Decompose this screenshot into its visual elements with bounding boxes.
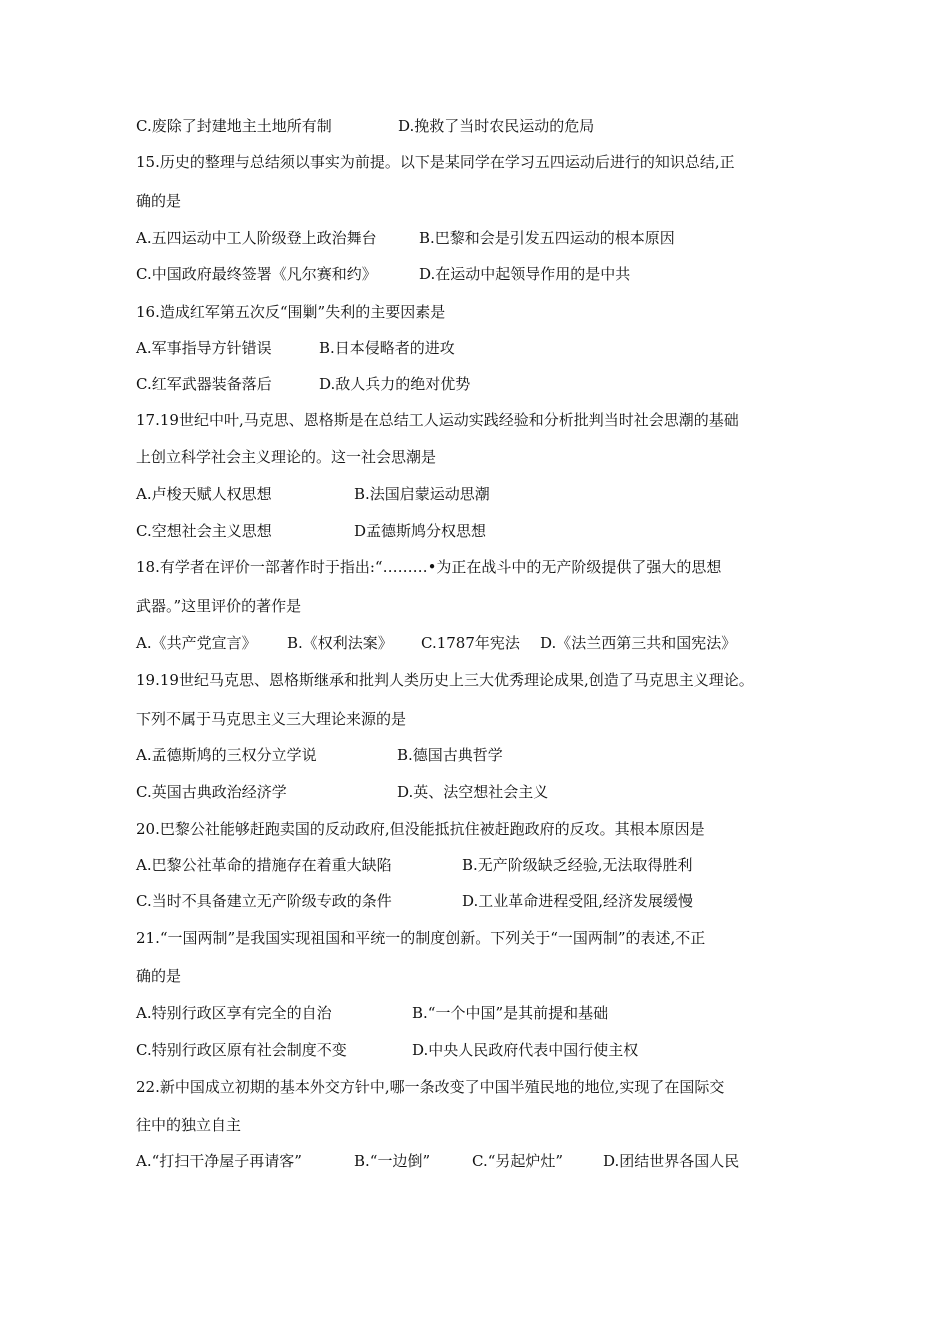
answer-option: D.中央人民政府代表中国行使主权	[412, 1041, 639, 1059]
answer-option: B.法国启蒙运动思潮	[354, 485, 490, 503]
answer-option: D.工业革命进程受阻,经济发展缓慢	[462, 892, 694, 910]
answer-option: A.巴黎公社革命的措施存在着重大缺陷	[136, 856, 392, 874]
answer-option: A.卢梭天赋人权思想	[136, 485, 272, 503]
answer-option: C.英国古典政治经济学	[136, 783, 287, 801]
question-line: 18.有学者在评价一部著作时于指出:“………•为正在战斗中的无产阶级提供了强大的思想	[136, 558, 722, 576]
question-line: 武器。”这里评价的著作是	[136, 597, 302, 615]
answer-option: D.敌人兵力的绝对优势	[319, 375, 471, 393]
answer-option: B.日本侵略者的进攻	[319, 339, 455, 357]
question-line: 上创立科学社会主义理论的。这一社会思潮是	[136, 448, 437, 466]
answer-option: C.当时不具备建立无产阶级专政的条件	[136, 892, 392, 910]
answer-option: A.孟德斯鸠的三权分立学说	[136, 746, 317, 764]
question-line: 15.历史的整理与总结须以事实为前提。以下是某同学在学习五四运动后进行的知识总结,正	[136, 153, 735, 171]
answer-option: D.在运动中起领导作用的是中共	[419, 265, 631, 283]
answer-option: D.《法兰西第三共和国宪法》	[540, 634, 737, 652]
answer-option: D孟德斯鸠分权思想	[354, 522, 487, 540]
question-line: 往中的独立自主	[136, 1116, 242, 1134]
answer-option: B.德国古典哲学	[397, 746, 503, 764]
answer-option: C.“另起炉灶”	[472, 1152, 564, 1170]
answer-option: B.无产阶级缺乏经验,无法取得胜利	[462, 856, 693, 874]
answer-option: C.特别行政区原有社会制度不变	[136, 1041, 347, 1059]
answer-option: D.挽救了当时农民运动的危局	[398, 117, 595, 135]
answer-option: C.中国政府最终签署《凡尔赛和约》	[136, 265, 377, 283]
question-line: 下列不属于马克思主义三大理论来源的是	[136, 710, 407, 728]
question-line: 16.造成红军第五次反“围剿”失利的主要因素是	[136, 303, 446, 321]
answer-option: A.《共产党宣言》	[136, 634, 257, 652]
question-line: 确的是	[136, 192, 182, 210]
answer-option: A.特别行政区享有完全的自治	[136, 1004, 332, 1022]
answer-option: A.军事指导方针错误	[136, 339, 272, 357]
answer-option: C.废除了封建地主土地所有制	[136, 117, 332, 135]
answer-option: C.1787年宪法	[421, 634, 520, 652]
question-line: 19.19世纪马克思、恩格斯继承和批判人类历史上三大优秀理论成果,创造了马克思主义理论。	[136, 671, 754, 689]
answer-option: D.团结世界各国人民	[603, 1152, 740, 1170]
answer-option: B.“一个中国”是其前提和基础	[412, 1004, 609, 1022]
answer-option: B.巴黎和会是引发五四运动的根本原因	[419, 229, 675, 247]
question-line: 20.巴黎公社能够赶跑卖国的反动政府,但没能抵抗住被赶跑政府的反攻。其根本原因是	[136, 820, 705, 838]
question-line: 22.新中国成立初期的基本外交方针中,哪一条改变了中国半殖民地的地位,实现了在国际交	[136, 1078, 725, 1096]
answer-option: B.《权利法案》	[287, 634, 393, 652]
answer-option: A.五四运动中工人阶级登上政治舞台	[136, 229, 377, 247]
answer-option: C.空想社会主义思想	[136, 522, 272, 540]
answer-option: D.英、法空想社会主义	[397, 783, 549, 801]
question-line: 确的是	[136, 967, 182, 985]
answer-option: A.“打扫干净屋子再请客”	[136, 1152, 302, 1170]
answer-option: C.红军武器装备落后	[136, 375, 272, 393]
answer-option: B.“一边倒”	[354, 1152, 431, 1170]
question-line: 17.19世纪中叶,马克思、恩格斯是在总结工人运动实践经验和分析批判当时社会思潮的基础	[136, 411, 739, 429]
question-line: 21.“一国两制”是我国实现祖国和平统一的制度创新。下列关于“一国两制”的表述,不正	[136, 929, 706, 947]
